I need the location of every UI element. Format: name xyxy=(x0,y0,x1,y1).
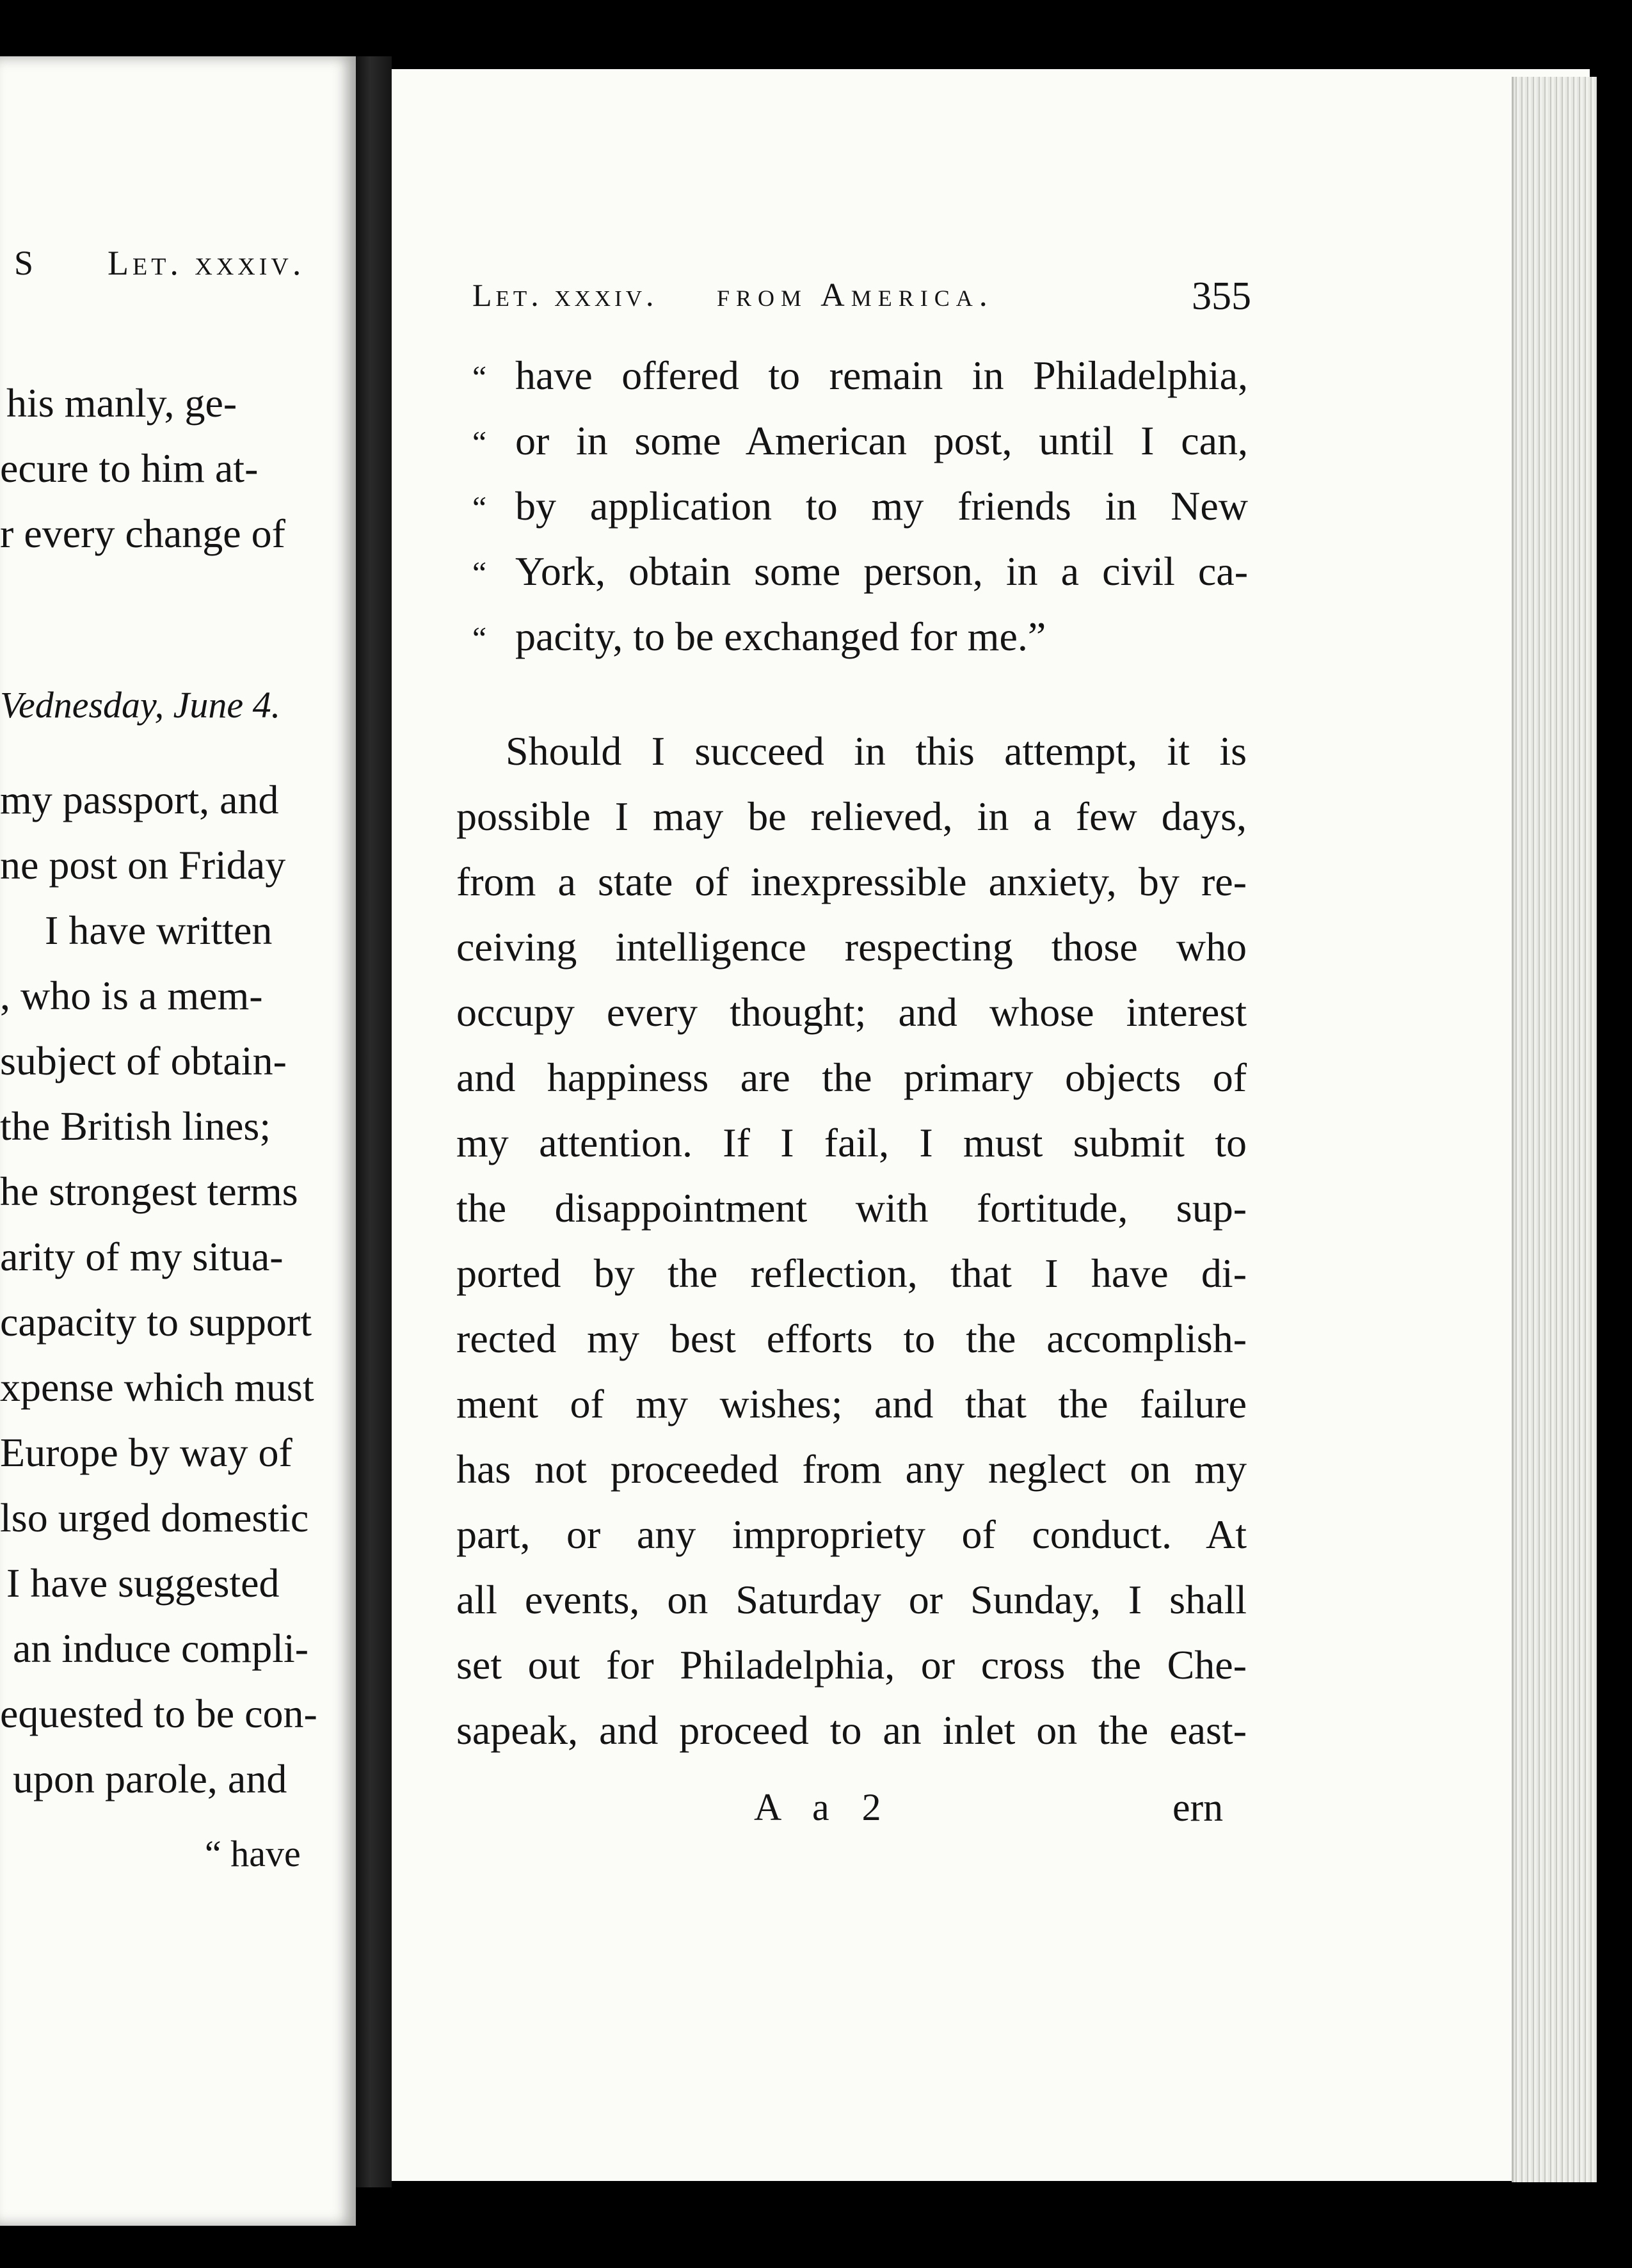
left-line: xpense which must xyxy=(0,1364,314,1410)
paragraph-line: part, or any impropriety of conduct. At xyxy=(456,1512,1247,1557)
catchword: ern xyxy=(1172,1786,1224,1830)
paragraph-line: set out for Philadelphia, or cross the Che- xyxy=(456,1642,1247,1688)
quote-mark: “ xyxy=(472,620,487,656)
paragraph-line: ment of my wishes; and that the failure xyxy=(456,1381,1247,1426)
quote-line: have offered to remain in Philadelphia, xyxy=(515,353,1248,398)
left-catchword: “ have xyxy=(205,1833,301,1874)
paragraph-line: all events, on Saturday or Sunday, I shall xyxy=(456,1577,1247,1622)
left-line: , who is a mem- xyxy=(0,973,263,1018)
right-running-head-title: from America. xyxy=(717,277,994,314)
left-line: ne post on Friday xyxy=(0,842,286,888)
paragraph-line: sapeak, and proceed to an inlet on the east- xyxy=(456,1707,1247,1753)
left-page xyxy=(0,56,356,2226)
left-line: upon parole, and xyxy=(13,1756,287,1801)
quote-mark: “ xyxy=(472,555,487,591)
paragraph-line: ceiving intelligence respecting those who xyxy=(456,924,1247,970)
left-line: an induce compli- xyxy=(13,1625,309,1671)
paragraph-line: possible I may be relieved, in a few days, xyxy=(456,794,1247,839)
quote-line: by application to my friends in New xyxy=(515,483,1248,529)
left-line: his manly, ge- xyxy=(6,380,237,426)
paragraph-line: Should I succeed in this attempt, it is xyxy=(506,728,1247,774)
left-line: subject of obtain- xyxy=(0,1038,287,1083)
left-running-head-fragment: S xyxy=(14,244,38,282)
left-line: he strongest terms xyxy=(0,1169,298,1214)
left-line: Europe by way of xyxy=(0,1430,292,1475)
left-running-head-letter: Let. xxxiv. xyxy=(108,244,305,282)
left-line: I have written xyxy=(45,907,273,953)
paragraph-line: and happiness are the primary objects of xyxy=(456,1055,1247,1100)
quote-line: or in some American post, until I can, xyxy=(515,418,1248,463)
page-fore-edge xyxy=(1512,77,1597,2182)
paragraph-line: the disappointment with fortitude, sup- xyxy=(456,1185,1247,1231)
signature-mark: A a 2 xyxy=(754,1786,893,1828)
left-line: I have suggested xyxy=(6,1560,280,1606)
left-line: r every change of xyxy=(0,511,285,556)
paragraph-line: occupy every thought; and whose interest xyxy=(456,989,1247,1035)
quote-line: York, obtain some person, in a civil ca- xyxy=(515,548,1248,594)
quote-mark: “ xyxy=(472,490,487,525)
paragraph-line: rected my best efforts to the accomplish- xyxy=(456,1316,1247,1361)
page-number: 355 xyxy=(1192,275,1251,318)
left-line: arity of my situa- xyxy=(0,1234,284,1279)
quote-mark: “ xyxy=(472,359,487,395)
book-gutter xyxy=(356,56,392,2187)
left-line: lso urged domestic xyxy=(0,1495,309,1540)
right-running-head-letter: Let. xxxiv. xyxy=(472,277,658,313)
quote-line: pacity, to be exchanged for me.” xyxy=(515,614,1046,659)
paragraph-line: has not proceeded from any neglect on my xyxy=(456,1446,1247,1492)
left-line-dateline: Vednesday, June 4. xyxy=(0,684,281,726)
left-line: equested to be con- xyxy=(0,1691,317,1736)
quote-mark: “ xyxy=(472,424,487,460)
paragraph-line: my attention. If I fail, I must submit to xyxy=(456,1120,1247,1165)
left-line: the British lines; xyxy=(0,1103,271,1149)
paragraph-line: ported by the reflection, that I have di- xyxy=(456,1250,1247,1296)
left-line: capacity to support xyxy=(0,1299,312,1345)
left-line: my passport, and xyxy=(0,777,279,822)
paragraph-line: from a state of inexpressible anxiety, by re- xyxy=(456,859,1247,904)
left-line: ecure to him at- xyxy=(0,445,259,491)
